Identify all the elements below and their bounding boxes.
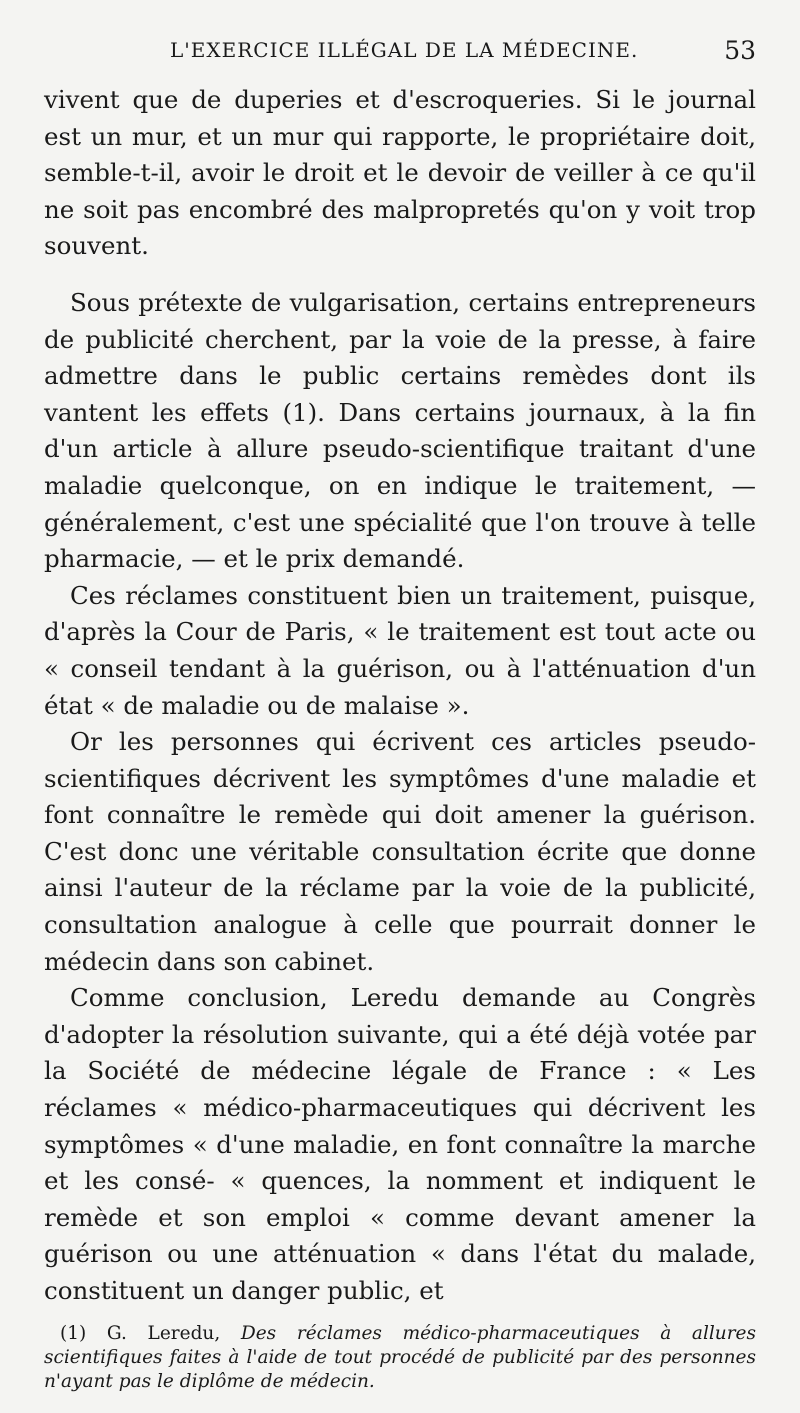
running-title: L'EXERCICE ILLÉGAL DE LA MÉDECINE. (170, 38, 639, 62)
footnote-text: Des réclames médico-pharmaceutiques à allures scientifiques faites à l'aide de tout procédé de publicité par des personnes n'ayant pas le diplôme de médecin. (44, 1323, 757, 1392)
page-number: 53 (724, 36, 756, 65)
footnote (44, 1322, 756, 1394)
paragraph-reclames-traitement: Ces réclames constituent bien un traitement, puisque, d'après la Cour de Paris, « le traitement est tout acte ou « conseil tendant à la guérison, ou à l'atténuation d'un état « de maladie ou de malaise ». (44, 580, 756, 720)
paragraph-vulgarisation: Sous prétexte de vulgarisation, certains entrepreneurs de publicité cherchent, par la voie de la presse, à faire admettre dans le public certains remèdes dont ils vantent les effets (1). Dans certains journaux, à la fin d'un article à allure pseudo-scientifique traitant d'une maladie quelconque, on en indique le traitement, — généralement, c'est une spécialité que l'on trouve à telle pharmacie, — et le prix demandé. (44, 287, 756, 574)
footnote-mark: (1) (60, 1323, 87, 1344)
body-text (44, 82, 756, 1310)
footnote-author: G. Leredu, (106, 1323, 221, 1344)
paragraph-pseudo-scientifiques: Or les personnes qui écrivent ces articles pseudo-scientifiques décrivent les symptômes d'une maladie et font connaître le remède qui doit amener la guérison. C'est donc une véritable consultation écrite que donne ainsi l'auteur de la réclame par la voie de la publicité, consultation analogue à celle que pourrait donner le médecin dans son cabinet. (44, 727, 756, 976)
paragraph-continuation: vivent que de duperies et d'escroqueries. Si le journal est un mur, et un mur qui rapporte, le propriétaire doit, semble-t-il, avoir le droit et le devoir de veiller à ce qu'il ne soit pas encombré des malpropretés qu'on y voit trop souvent. (44, 85, 756, 261)
page-header (44, 38, 756, 74)
paragraph-conclusion: Comme conclusion, Leredu demande au Congrès d'adopter la résolution suivante, qui a été déjà votée par la Société de médecine légale de France : « Les réclames « médico-pharmaceutiques qui décrivent les symptômes « d'une maladie, en font connaître la marche et les consé- « quences, la nomment et indiquent le remède et son emploi « comme devant amener la guérison ou une atténuation « dans l'état du malade, constituent un danger public, et (44, 983, 756, 1305)
